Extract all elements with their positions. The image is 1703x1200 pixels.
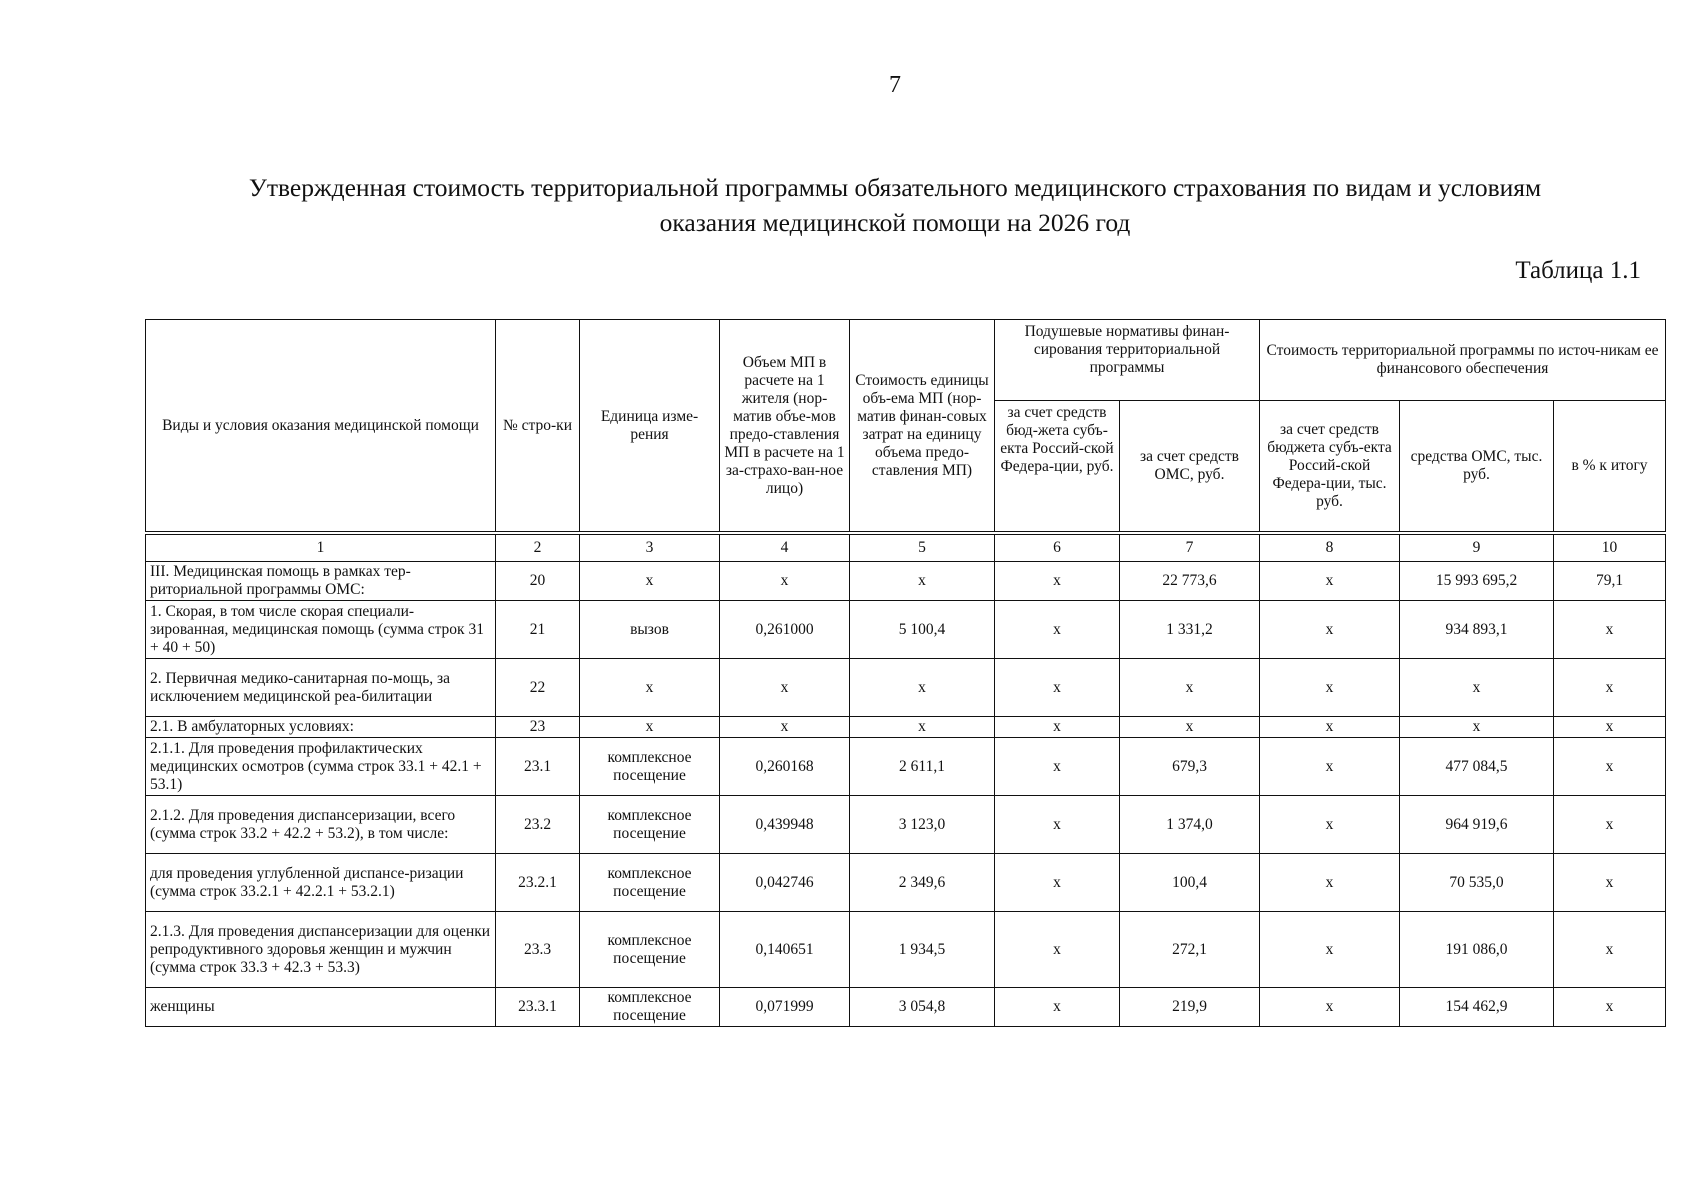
budget-thousand-cell: х (1260, 988, 1400, 1027)
table-row (146, 854, 1666, 912)
budget-rub-cell: х (995, 717, 1120, 738)
volume-cell: х (720, 717, 850, 738)
row-number-cell: 23 (496, 717, 580, 738)
unit-cell: х (580, 717, 720, 738)
percent-cell: 79,1 (1554, 562, 1666, 601)
budget-thousand-cell: х (1260, 796, 1400, 854)
header-program-cost-by-source: Стоимость территориальной программы по источ-никам ее финансового обеспечения (1260, 320, 1666, 401)
budget-thousand-cell: х (1260, 854, 1400, 912)
header-budget-thousand-rub: за счет средств бюджета субъ-екта Россий-ской Федера-ции, тыс. руб. (1260, 401, 1400, 534)
percent-cell: х (1554, 912, 1666, 988)
oms-thousand-cell: 477 084,5 (1400, 738, 1554, 796)
oms-rub-cell: 1 374,0 (1120, 796, 1260, 854)
title-line-1: Утвержденная стоимость территориальной программы обязательного медицинского страхования по видам и условиям (248, 173, 1542, 202)
volume-cell: 0,261000 (720, 601, 850, 659)
row-number-cell: 23.2.1 (496, 854, 580, 912)
header-oms-rub: за счет средств ОМС, руб. (1120, 401, 1260, 534)
column-number: 2 (496, 533, 580, 562)
unit-cell: комплексное посещение (580, 854, 720, 912)
unit-cell: комплексное посещение (580, 738, 720, 796)
unit-cost-cell: 5 100,4 (850, 601, 995, 659)
header-oms-thousand-rub: средства ОМС, тыс. руб. (1400, 401, 1554, 534)
budget-thousand-cell: х (1260, 659, 1400, 717)
budget-thousand-cell: х (1260, 562, 1400, 601)
budget-thousand-cell: х (1260, 717, 1400, 738)
oms-thousand-cell: 15 993 695,2 (1400, 562, 1554, 601)
row-number-cell: 23.3 (496, 912, 580, 988)
row-number-cell: 23.3.1 (496, 988, 580, 1027)
oms-rub-cell: 219,9 (1120, 988, 1260, 1027)
header-volume-per-resident: Объем МП в расчете на 1 жителя (нор-матив объе-мов предо-ставления МП в расчете на 1 за-страхо-ван-ное лицо) (720, 320, 850, 534)
oms-thousand-cell: 964 919,6 (1400, 796, 1554, 854)
unit-cost-cell: х (850, 562, 995, 601)
budget-rub-cell: х (995, 988, 1120, 1027)
row-number-cell: 22 (496, 659, 580, 717)
oms-thousand-cell: 934 893,1 (1400, 601, 1554, 659)
oms-thousand-cell: х (1400, 717, 1554, 738)
row-number-cell: 23.1 (496, 738, 580, 796)
oms-rub-cell: 679,3 (1120, 738, 1260, 796)
percent-cell: х (1554, 738, 1666, 796)
table-row (146, 988, 1666, 1027)
volume-cell: х (720, 659, 850, 717)
table-row (146, 738, 1666, 796)
oms-thousand-cell: 191 086,0 (1400, 912, 1554, 988)
unit-cost-cell: х (850, 659, 995, 717)
unit-cell: комплексное посещение (580, 988, 720, 1027)
oms-rub-cell: 272,1 (1120, 912, 1260, 988)
table-label: Таблица 1.1 (1515, 257, 1641, 284)
unit-cell: комплексное посещение (580, 796, 720, 854)
column-number: 10 (1554, 533, 1666, 562)
table-row (146, 796, 1666, 854)
budget-rub-cell: х (995, 659, 1120, 717)
volume-cell: 0,140651 (720, 912, 850, 988)
volume-cell: 0,071999 (720, 988, 850, 1027)
column-number: 8 (1260, 533, 1400, 562)
header-budget-rub: за счет средств бюд-жета субъ-екта Россий-ской Федера-ции, руб. (995, 401, 1120, 534)
percent-cell: х (1554, 854, 1666, 912)
unit-cost-cell: 3 054,8 (850, 988, 995, 1027)
care-type-cell: 2.1.2. Для проведения диспансеризации, всего (сумма строк 33.2 + 42.2 + 53.2), в том числе: (146, 796, 496, 854)
row-number-cell: 21 (496, 601, 580, 659)
unit-cell: вызов (580, 601, 720, 659)
volume-cell: 0,260168 (720, 738, 850, 796)
volume-cell: х (720, 562, 850, 601)
header-unit-cost: Стоимость единицы объ-ема МП (нор-матив финан-совых затрат на единицу объема предо-ставления МП) (850, 320, 995, 534)
oms-rub-cell: 22 773,6 (1120, 562, 1260, 601)
title-line-2: оказания медицинской помощи на 2026 год (659, 208, 1131, 237)
oms-thousand-cell: 154 462,9 (1400, 988, 1554, 1027)
percent-cell: х (1554, 601, 1666, 659)
header-unit: Единица изме-рения (580, 320, 720, 534)
percent-cell: х (1554, 717, 1666, 738)
budget-rub-cell: х (995, 912, 1120, 988)
budget-rub-cell: х (995, 601, 1120, 659)
oms-rub-cell: х (1120, 717, 1260, 738)
unit-cost-cell: х (850, 717, 995, 738)
column-number: 5 (850, 533, 995, 562)
care-type-cell: 1. Скорая, в том числе скорая специали-зированная, медицинская помощь (сумма строк 31 + 40 + 50) (146, 601, 496, 659)
budget-rub-cell: х (995, 562, 1120, 601)
unit-cost-cell: 3 123,0 (850, 796, 995, 854)
oms-thousand-cell: 70 535,0 (1400, 854, 1554, 912)
unit-cost-cell: 2 611,1 (850, 738, 995, 796)
header-row-number: № стро-ки (496, 320, 580, 534)
table-row (146, 717, 1666, 738)
care-type-cell: III. Медицинская помощь в рамках тер-риториальной программы ОМС: (146, 562, 496, 601)
care-type-cell: для проведения углубленной диспансе-ризации (сумма строк 33.2.1 + 42.2.1 + 53.2.1) (146, 854, 496, 912)
care-type-cell: 2.1. В амбулаторных условиях: (146, 717, 496, 738)
unit-cell: х (580, 562, 720, 601)
budget-rub-cell: х (995, 854, 1120, 912)
oms-thousand-cell: х (1400, 659, 1554, 717)
table-row (146, 912, 1666, 988)
table-row (146, 659, 1666, 717)
column-number: 1 (146, 533, 496, 562)
care-type-cell: женщины (146, 988, 496, 1027)
document-title (150, 170, 1640, 240)
column-number: 9 (1400, 533, 1554, 562)
oms-rub-cell: х (1120, 659, 1260, 717)
unit-cell: х (580, 659, 720, 717)
column-number: 6 (995, 533, 1120, 562)
page-number: 7 (889, 72, 901, 98)
table-row (146, 601, 1666, 659)
volume-cell: 0,042746 (720, 854, 850, 912)
header-percent-of-total: в % к итогу (1554, 401, 1666, 534)
care-type-cell: 2. Первичная медико-санитарная по-мощь, за исключением медицинской реа-билитации (146, 659, 496, 717)
column-number: 7 (1120, 533, 1260, 562)
header-per-capita-standards: Подушевые нормативы финан-сирования территориальной программы (995, 320, 1260, 401)
unit-cost-cell: 2 349,6 (850, 854, 995, 912)
cost-table (145, 319, 1666, 1027)
oms-rub-cell: 100,4 (1120, 854, 1260, 912)
care-type-cell: 2.1.1. Для проведения профилактических медицинских осмотров (сумма строк 33.1 + 42.1 + 53.1) (146, 738, 496, 796)
care-type-cell: 2.1.3. Для проведения диспансеризации для оценки репродуктивного здоровья женщин и мужчин (сумма строк 33.3 + 42.3 + 53.3) (146, 912, 496, 988)
table-row (146, 562, 1666, 601)
row-number-cell: 20 (496, 562, 580, 601)
header-kinds-of-care: Виды и условия оказания медицинской помощи (146, 320, 496, 534)
budget-rub-cell: х (995, 738, 1120, 796)
percent-cell: х (1554, 988, 1666, 1027)
budget-thousand-cell: х (1260, 912, 1400, 988)
percent-cell: х (1554, 796, 1666, 854)
percent-cell: х (1554, 659, 1666, 717)
budget-rub-cell: х (995, 796, 1120, 854)
budget-thousand-cell: х (1260, 738, 1400, 796)
column-number: 3 (580, 533, 720, 562)
volume-cell: 0,439948 (720, 796, 850, 854)
column-number: 4 (720, 533, 850, 562)
unit-cost-cell: 1 934,5 (850, 912, 995, 988)
oms-rub-cell: 1 331,2 (1120, 601, 1260, 659)
column-number-row (146, 533, 1666, 562)
budget-thousand-cell: х (1260, 601, 1400, 659)
unit-cell: комплексное посещение (580, 912, 720, 988)
row-number-cell: 23.2 (496, 796, 580, 854)
